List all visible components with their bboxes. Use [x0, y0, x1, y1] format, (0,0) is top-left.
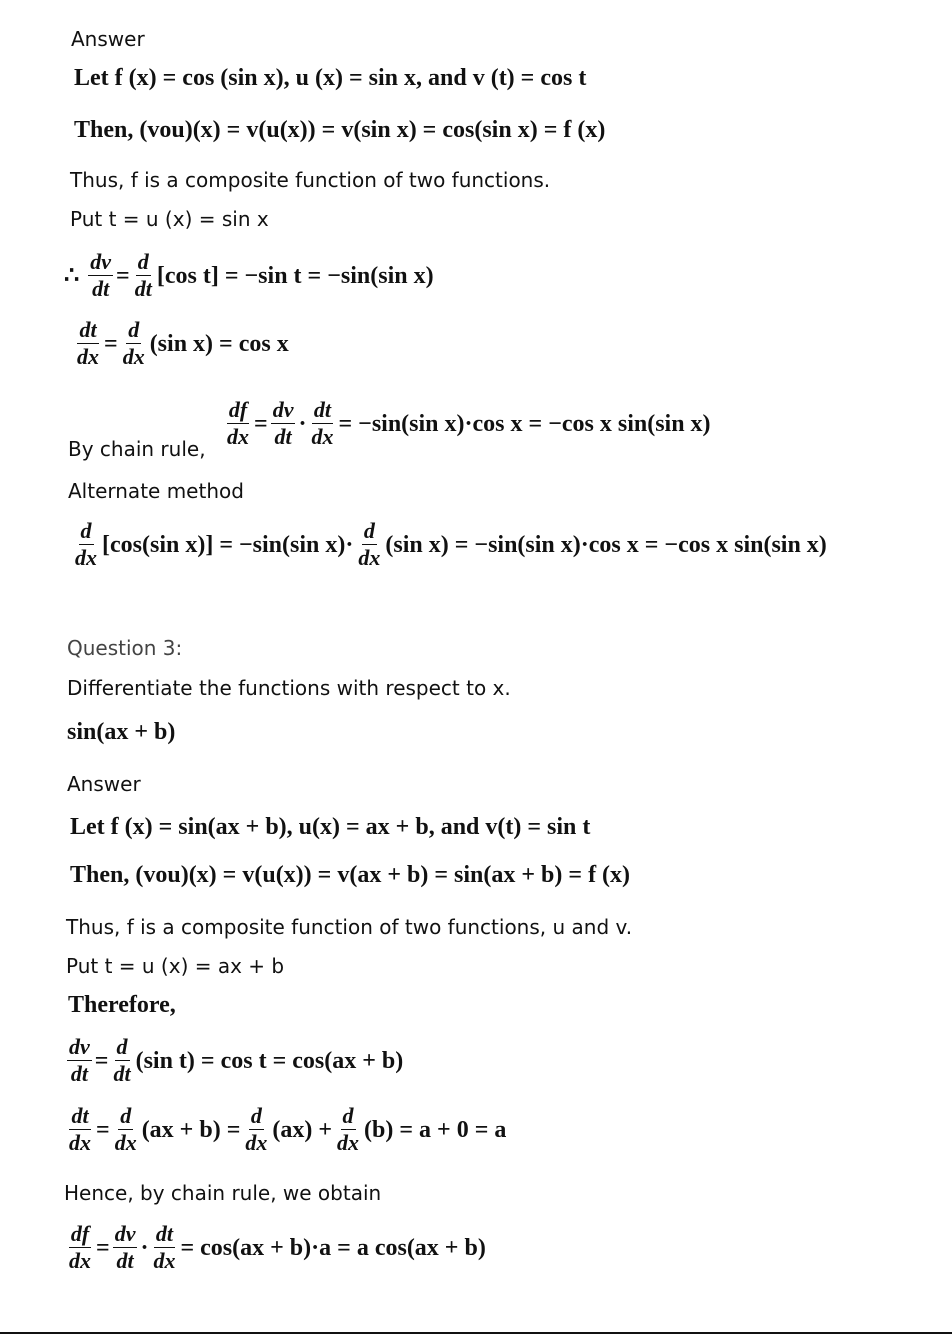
fraction-denominator: dx: [153, 1248, 176, 1273]
fraction-numerator: d: [128, 317, 140, 342]
fraction-dv-dt: [271, 398, 296, 449]
fraction-numerator: df: [228, 397, 248, 422]
equals-sign: =: [94, 1047, 109, 1074]
fraction-numerator: d: [250, 1103, 262, 1128]
then-text-1: Then, (vou)(x) = v(u(x)) = v(sin x) = cos(sin x) = f (x): [74, 117, 606, 143]
equation-rest: (b) = a + 0 = a: [364, 1116, 507, 1143]
fraction-numerator: dv: [114, 1221, 136, 1246]
fraction-numerator: dt: [71, 1103, 89, 1128]
fraction-numerator: d: [120, 1103, 132, 1128]
fraction-numerator: d: [116, 1034, 128, 1059]
fraction-d-dt: [133, 250, 154, 301]
equation-rest: = −sin(sin x)·cos x = −cos x sin(sin x): [338, 410, 711, 437]
fraction-denominator: dx: [358, 545, 381, 570]
fraction-denominator: dt: [116, 1248, 134, 1273]
answer-heading-1: Answer: [71, 27, 145, 51]
equals-sign: =: [96, 1116, 110, 1143]
fraction-d-dt: [111, 1035, 132, 1086]
hence-statement: Hence, by chain rule, we obtain: [64, 1181, 382, 1205]
let-definition-2: [70, 812, 590, 842]
dv-dt-equation-2: [64, 1035, 403, 1086]
equation-rest: (sin x) = cos x: [149, 330, 289, 357]
put-statement-1: Put t = u (x) = sin x: [70, 207, 269, 231]
equation-rest: [cos t] = −sin t = −sin(sin x): [156, 262, 434, 289]
equals-sign: =: [254, 410, 268, 437]
fraction-numerator: d: [137, 249, 149, 274]
put-statement-2: Put t = u (x) = ax + b: [66, 954, 285, 978]
let-text-1: Let f (x) = cos (sin x), u (x) = sin x, and v (t) = cos t: [74, 65, 587, 91]
fraction-df-dx: [225, 398, 251, 449]
fraction-numerator: d: [342, 1103, 354, 1128]
final-chain-equation: [64, 1222, 486, 1273]
fraction-denominator: dx: [77, 344, 99, 369]
dt-dx-equation-2: [64, 1104, 506, 1155]
fraction-numerator: df: [70, 1221, 90, 1246]
fraction-dv-dt: [88, 250, 113, 301]
fraction-numerator: dt: [155, 1221, 174, 1246]
fraction-dt-dx: [309, 398, 335, 449]
dot-operator: ·: [140, 1234, 149, 1261]
fraction-denominator: dx: [311, 424, 334, 449]
fraction-numerator: dv: [90, 249, 112, 274]
dt-dx-equation-1: [72, 318, 289, 369]
alternate-equation: [70, 519, 827, 570]
fraction-df-dx: [67, 1222, 93, 1273]
fraction-denominator: dx: [69, 1130, 91, 1155]
fraction-denominator: dt: [134, 276, 152, 301]
question-function: [67, 717, 175, 747]
fraction-dv-dt: [67, 1035, 92, 1086]
fraction-d-dx: [356, 519, 382, 570]
fraction-denominator: dx: [122, 344, 145, 369]
equation-rest: (sin x) = −sin(sin x)·cos x = −cos x sin(sin x): [385, 531, 827, 558]
fraction-denominator: dx: [337, 1130, 360, 1155]
question-heading: Question 3:: [67, 636, 183, 660]
fraction-numerator: dt: [79, 317, 97, 342]
fraction-d-dx: [113, 1104, 139, 1155]
equals-sign: =: [96, 1234, 110, 1261]
then-text-2: Then, (vou)(x) = v(u(x)) = v(ax + b) = sin(ax + b) = f (x): [70, 862, 631, 888]
fraction-denominator: dt: [274, 424, 292, 449]
dot-operator: ·: [298, 410, 307, 437]
fraction-denominator: dt: [70, 1061, 88, 1086]
fraction-denominator: dx: [227, 424, 249, 449]
fraction-denominator: dx: [245, 1130, 268, 1155]
equals-sign: =: [116, 262, 130, 289]
equation-rest: (sin t) = cos t = cos(ax + b): [135, 1047, 404, 1074]
fraction-denominator: dx: [114, 1130, 137, 1155]
equals-sign: =: [104, 330, 118, 357]
let-text-2: Let f (x) = sin(ax + b), u(x) = ax + b, and v(t) = sin t: [70, 814, 591, 840]
fraction-d-dx: [243, 1104, 269, 1155]
fraction-denominator: dt: [113, 1061, 131, 1086]
fraction-numerator: dv: [272, 397, 294, 422]
answer-heading-2: Answer: [67, 772, 141, 796]
question-prompt: Differentiate the functions with respect to x.: [67, 676, 511, 700]
fraction-d-dx: [335, 1104, 361, 1155]
fraction-numerator: dv: [69, 1034, 90, 1059]
chain-rule-label-1: By chain rule,: [68, 437, 206, 461]
equation-middle: (ax) +: [272, 1116, 333, 1143]
thus-statement-1: Thus, f is a composite function of two functions.: [70, 168, 551, 192]
equation-rest: = cos(ax + b)·a = a cos(ax + b): [180, 1234, 486, 1261]
fraction-d-dx: [73, 519, 99, 570]
fraction-dt-dx: [67, 1104, 93, 1155]
then-composition-2: [70, 860, 630, 890]
equation-middle: [cos(sin x)] = −sin(sin x)·: [102, 531, 354, 558]
therefore-text: Therefore,: [68, 992, 176, 1018]
function-text: sin(ax + b): [67, 719, 176, 745]
fraction-dv-dt: [113, 1222, 138, 1273]
alternate-method-heading: Alternate method: [68, 479, 244, 503]
fraction-numerator: d: [363, 518, 375, 543]
thus-statement-2: Thus, f is a composite function of two functions, u and v.: [66, 915, 633, 939]
therefore-symbol: ∴: [64, 262, 80, 289]
fraction-dt-dx: [75, 318, 101, 369]
fraction-dt-dx: [151, 1222, 177, 1273]
let-definition-1: [74, 63, 586, 93]
therefore-line: [68, 990, 176, 1020]
fraction-numerator: dt: [313, 397, 332, 422]
dv-dt-equation-1: [64, 250, 434, 301]
bottom-divider: [0, 1332, 952, 1334]
chain-rule-equation-1: [222, 398, 711, 449]
equation-middle: (ax + b) =: [141, 1116, 241, 1143]
fraction-denominator: dx: [69, 1248, 91, 1273]
fraction-d-dx: [121, 318, 147, 369]
then-composition-1: [74, 115, 605, 145]
fraction-denominator: dx: [75, 545, 97, 570]
fraction-numerator: d: [80, 518, 92, 543]
fraction-denominator: dt: [92, 276, 110, 301]
